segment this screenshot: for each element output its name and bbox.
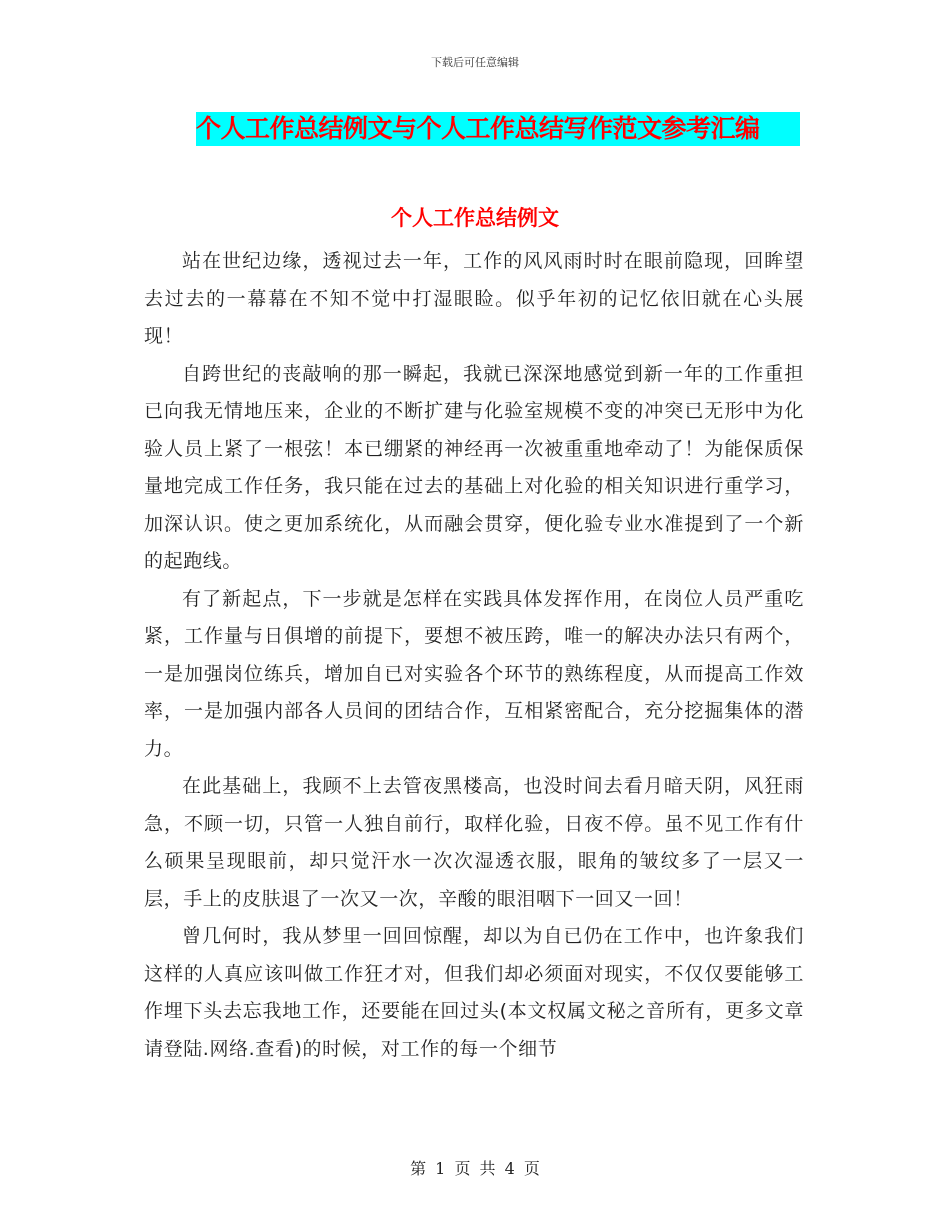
section-title: 个人工作总结例文	[391, 206, 559, 230]
page-number-footer: 第 1 页 共 4 页	[410, 1159, 540, 1178]
paragraph: 有了新起点，下一步就是怎样在实践具体发挥作用，在岗位人员严重吃紧，工作量与日俱增的前提下，要想不被压跨，唯一的解决办法只有两个，一是加强岗位练兵，增加自已对实验各个环节的熟练程度，从而提高工作效率，一是加强内部各人员间的团结合作，互相紧密配合，充分挖掘集体的潜力。	[144, 587, 804, 760]
article-body	[144, 243, 804, 1068]
page-header-note: 下载后可任意编辑	[431, 56, 519, 69]
paragraph: 在此基础上，我顾不上去管夜黑楼高，也没时间去看月暗天阴，风狂雨急，不顾一切，只管一人独自前行，取样化验，日夜不停。虽不见工作有什么硕果呈现眼前，却只觉汗水一次次湿透衣服，眼角的皱纹多了一层又一层，手上的皮肤退了一次又一次，辛酸的眼泪咽下一回又一回！	[144, 775, 804, 910]
paragraph: 自跨世纪的丧敲响的那一瞬起，我就已深深地感觉到新一年的工作重担已向我无情地压来，企业的不断扩建与化验室规模不变的冲突已无形中为化验人员上紧了一根弦！本已绷紧的神经再一次被重重地牵动了！为能保质保量地完成工作任务，我只能在过去的基础上对化验的相关知识进行重学习，加深认识。使之更加系统化，从而融会贯穿，便化验专业水准提到了一个新的起跑线。	[144, 362, 804, 572]
document-main-title: 个人工作总结例文与个人工作总结写作范文参考汇编	[196, 114, 760, 143]
paragraph: 站在世纪边缘，透视过去一年，工作的风风雨时时在眼前隐现，回眸望去过去的一幕幕在不知不觉中打湿眼睑。似乎年初的记忆依旧就在心头展现！	[144, 250, 804, 347]
paragraph: 曾几何时，我从梦里一回回惊醒，却以为自已仍在工作中，也许象我们这样的人真应该叫做工作狂才对，但我们却必须面对现实，不仅仅要能够工作埋下头去忘我地工作，还要能在回过头(本文权属文秘之音所有，更多文章请登陆.网络.查看)的时候，对工作的每一个细节	[144, 925, 804, 1060]
